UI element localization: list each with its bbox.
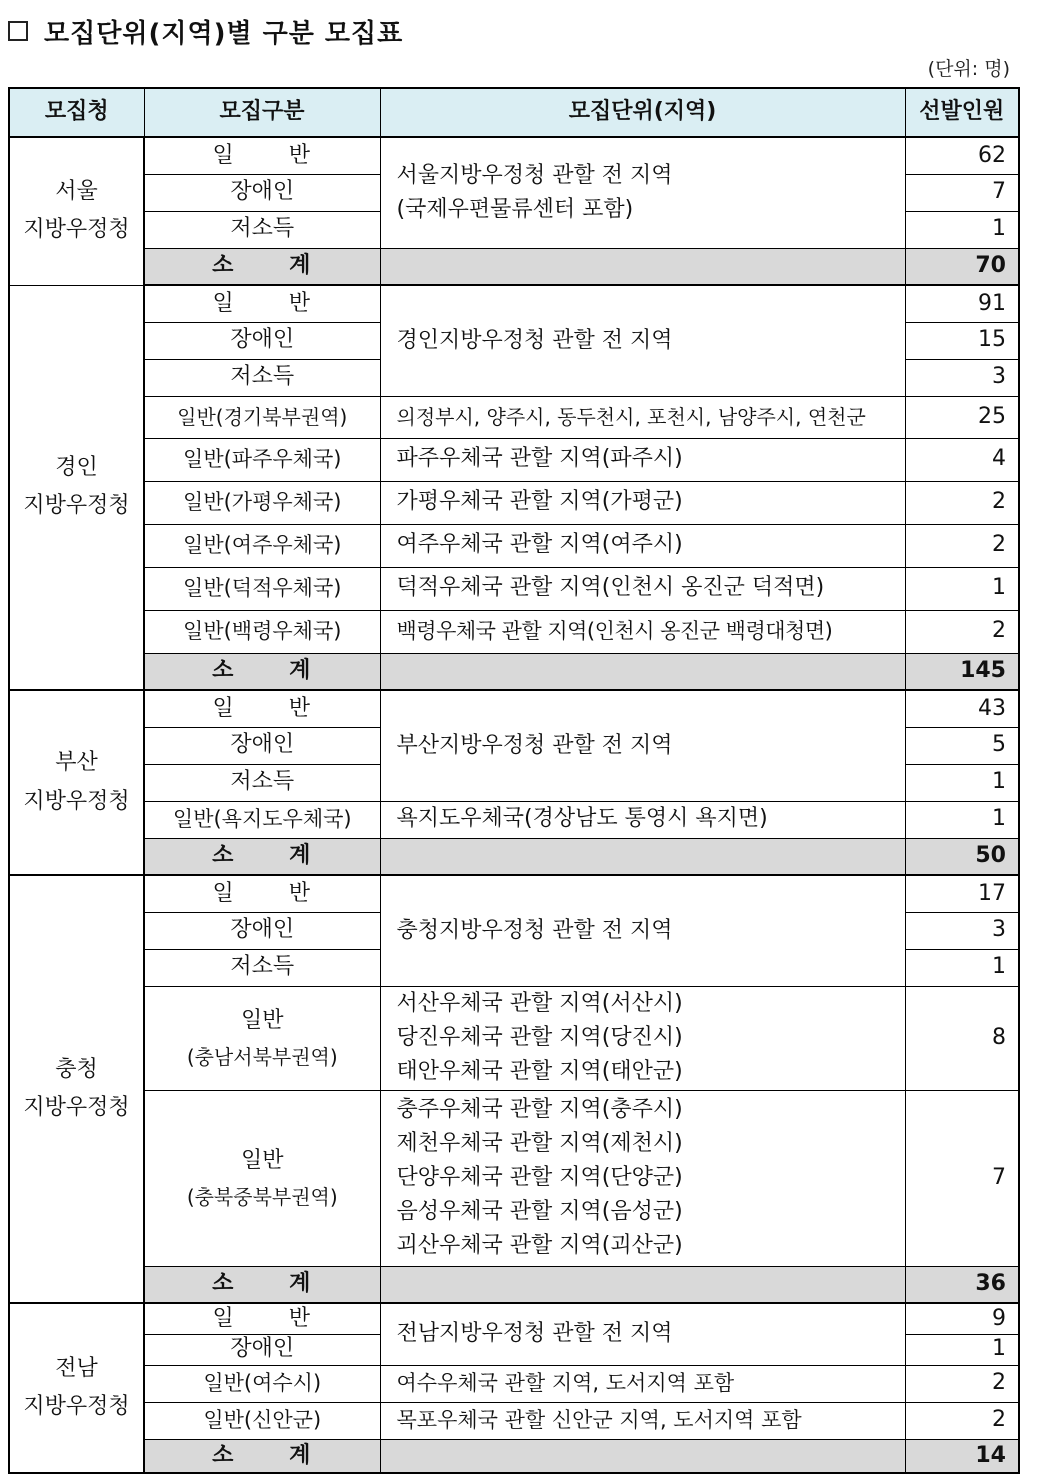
subtotal-row	[9, 838, 1019, 875]
table-row	[9, 986, 1019, 1090]
area-cell: 목포우체국 관할 신안군 지역, 도서지역 포함	[380, 1402, 905, 1439]
area-cell: 충청지방우정청 관할 전 지역	[380, 875, 905, 986]
table-row	[9, 801, 1019, 838]
table-row	[9, 567, 1019, 610]
subtotal-label: 소 계	[144, 248, 380, 285]
count-cell: 1	[905, 211, 1019, 248]
header-row	[9, 88, 1019, 137]
category-cell: 장애인	[144, 174, 380, 211]
count-cell: 3	[905, 359, 1019, 396]
count-cell: 1	[905, 949, 1019, 986]
area-cell: 파주우체국 관할 지역(파주시)	[380, 438, 905, 481]
area-cell: 서산우체국 관할 지역(서산시) 당진우체국 관할 지역(당진시) 태안우체국 관할 지역(태안군)	[380, 986, 905, 1090]
table-row	[9, 1090, 1019, 1266]
count-cell: 1	[905, 801, 1019, 838]
category-cell: 일반(욕지도우체국)	[144, 801, 380, 838]
subtotal-label: 소 계	[144, 653, 380, 690]
count-cell: 8	[905, 986, 1019, 1090]
count-cell: 25	[905, 396, 1019, 438]
category-cell: 일 반	[144, 285, 380, 322]
area-cell: 욕지도우체국(경상남도 통영시 욕지면)	[380, 801, 905, 838]
category-cell: 장애인	[144, 1334, 380, 1365]
category-cell: 일 반	[144, 1303, 380, 1334]
category-cell: 저소득	[144, 211, 380, 248]
count-cell: 2	[905, 524, 1019, 567]
office-chungcheong: 충청 지방우정청	[9, 875, 144, 1303]
recruitment-table	[8, 87, 1020, 1474]
area-cell: 전남지방우정청 관할 전 지역	[380, 1303, 905, 1365]
table-row	[9, 1402, 1019, 1439]
category-cell: 저소득	[144, 764, 380, 801]
subtotal-empty	[380, 1439, 905, 1473]
category-cell: 저소득	[144, 949, 380, 986]
area-cell: 경인지방우정청 관할 전 지역	[380, 285, 905, 396]
category-cell: 일반(백령우체국)	[144, 610, 380, 653]
category-cell: 일반(여주우체국)	[144, 524, 380, 567]
count-cell: 2	[905, 1402, 1019, 1439]
subtotal-row	[9, 1266, 1019, 1303]
area-cell: 서울지방우정청 관할 전 지역 (국제우편물류센터 포함)	[380, 137, 905, 248]
category-cell: 일반(가평우체국)	[144, 481, 380, 524]
area-cell: 덕적우체국 관할 지역(인천시 옹진군 덕적면)	[380, 567, 905, 610]
category-cell: 장애인	[144, 727, 380, 764]
category-cell: 일반 (충북중북부권역)	[144, 1090, 380, 1266]
title-text: 모집단위(지역)별 구분 모집표	[44, 18, 404, 49]
office-busan: 부산 지방우정청	[9, 690, 144, 875]
count-cell: 4	[905, 438, 1019, 481]
subtotal-empty	[380, 838, 905, 875]
area-cell: 여수우체국 관할 지역, 도서지역 포함	[380, 1365, 905, 1402]
subtotal-empty	[380, 248, 905, 285]
category-cell: 일반(여수시)	[144, 1365, 380, 1402]
header-area: 모집단위(지역)	[380, 88, 905, 137]
table-row	[9, 438, 1019, 481]
office-gyeongin: 경인 지방우정청	[9, 285, 144, 690]
category-cell: 장애인	[144, 912, 380, 949]
unit-note: (단위: 명)	[927, 58, 1010, 80]
count-cell: 3	[905, 912, 1019, 949]
subtotal-value: 70	[905, 248, 1019, 285]
subtotal-row	[9, 653, 1019, 690]
count-cell: 1	[905, 1334, 1019, 1365]
count-cell: 5	[905, 727, 1019, 764]
subtotal-empty	[380, 1266, 905, 1303]
subtotal-row	[9, 1439, 1019, 1473]
page-title	[8, 12, 403, 50]
count-cell: 62	[905, 137, 1019, 174]
subtotal-label: 소 계	[144, 1266, 380, 1303]
area-cell: 백령우체국 관할 지역(인천시 옹진군 백령대청면)	[380, 610, 905, 653]
subtotal-value: 50	[905, 838, 1019, 875]
category-cell: 저소득	[144, 359, 380, 396]
area-cell: 부산지방우정청 관할 전 지역	[380, 690, 905, 801]
category-cell: 일 반	[144, 137, 380, 174]
subtotal-label: 소 계	[144, 1439, 380, 1473]
office-seoul: 서울 지방우정청	[9, 137, 144, 285]
count-cell: 1	[905, 567, 1019, 610]
table-row	[9, 1365, 1019, 1402]
count-cell: 15	[905, 322, 1019, 359]
table-row	[9, 610, 1019, 653]
table-row	[9, 875, 1019, 912]
office-jeonnam: 전남 지방우정청	[9, 1303, 144, 1473]
header-office: 모집청	[9, 88, 144, 137]
area-cell: 충주우체국 관할 지역(충주시) 제천우체국 관할 지역(제천시) 단양우체국 관할 지역(단양군) 음성우체국 관할 지역(음성군) 괴산우체국 관할 지역(괴산군)	[380, 1090, 905, 1266]
header-category: 모집구분	[144, 88, 380, 137]
table-row	[9, 285, 1019, 322]
count-cell: 43	[905, 690, 1019, 727]
header-count: 선발인원	[905, 88, 1019, 137]
checkbox-icon	[8, 21, 28, 41]
subtotal-row	[9, 248, 1019, 285]
count-cell: 2	[905, 481, 1019, 524]
category-cell: 일 반	[144, 875, 380, 912]
count-cell: 91	[905, 285, 1019, 322]
category-cell: 일반(신안군)	[144, 1402, 380, 1439]
category-cell: 장애인	[144, 322, 380, 359]
count-cell: 17	[905, 875, 1019, 912]
count-cell: 2	[905, 610, 1019, 653]
table-row	[9, 396, 1019, 438]
table-row	[9, 137, 1019, 174]
table-row	[9, 690, 1019, 727]
table-row	[9, 481, 1019, 524]
subtotal-value: 145	[905, 653, 1019, 690]
category-cell: 일반(파주우체국)	[144, 438, 380, 481]
category-cell: 일반(경기북부권역)	[144, 396, 380, 438]
category-cell: 일반(덕적우체국)	[144, 567, 380, 610]
category-cell: 일 반	[144, 690, 380, 727]
area-cell: 가평우체국 관할 지역(가평군)	[380, 481, 905, 524]
category-cell: 일반 (충남서북부권역)	[144, 986, 380, 1090]
subtotal-label: 소 계	[144, 838, 380, 875]
count-cell: 7	[905, 174, 1019, 211]
table-row	[9, 1303, 1019, 1334]
table-row	[9, 524, 1019, 567]
subtotal-value: 36	[905, 1266, 1019, 1303]
area-cell: 의정부시, 양주시, 동두천시, 포천시, 남양주시, 연천군	[380, 396, 905, 438]
count-cell: 1	[905, 764, 1019, 801]
subtotal-value: 14	[905, 1439, 1019, 1473]
count-cell: 9	[905, 1303, 1019, 1334]
count-cell: 7	[905, 1090, 1019, 1266]
area-cell: 여주우체국 관할 지역(여주시)	[380, 524, 905, 567]
subtotal-empty	[380, 653, 905, 690]
count-cell: 2	[905, 1365, 1019, 1402]
